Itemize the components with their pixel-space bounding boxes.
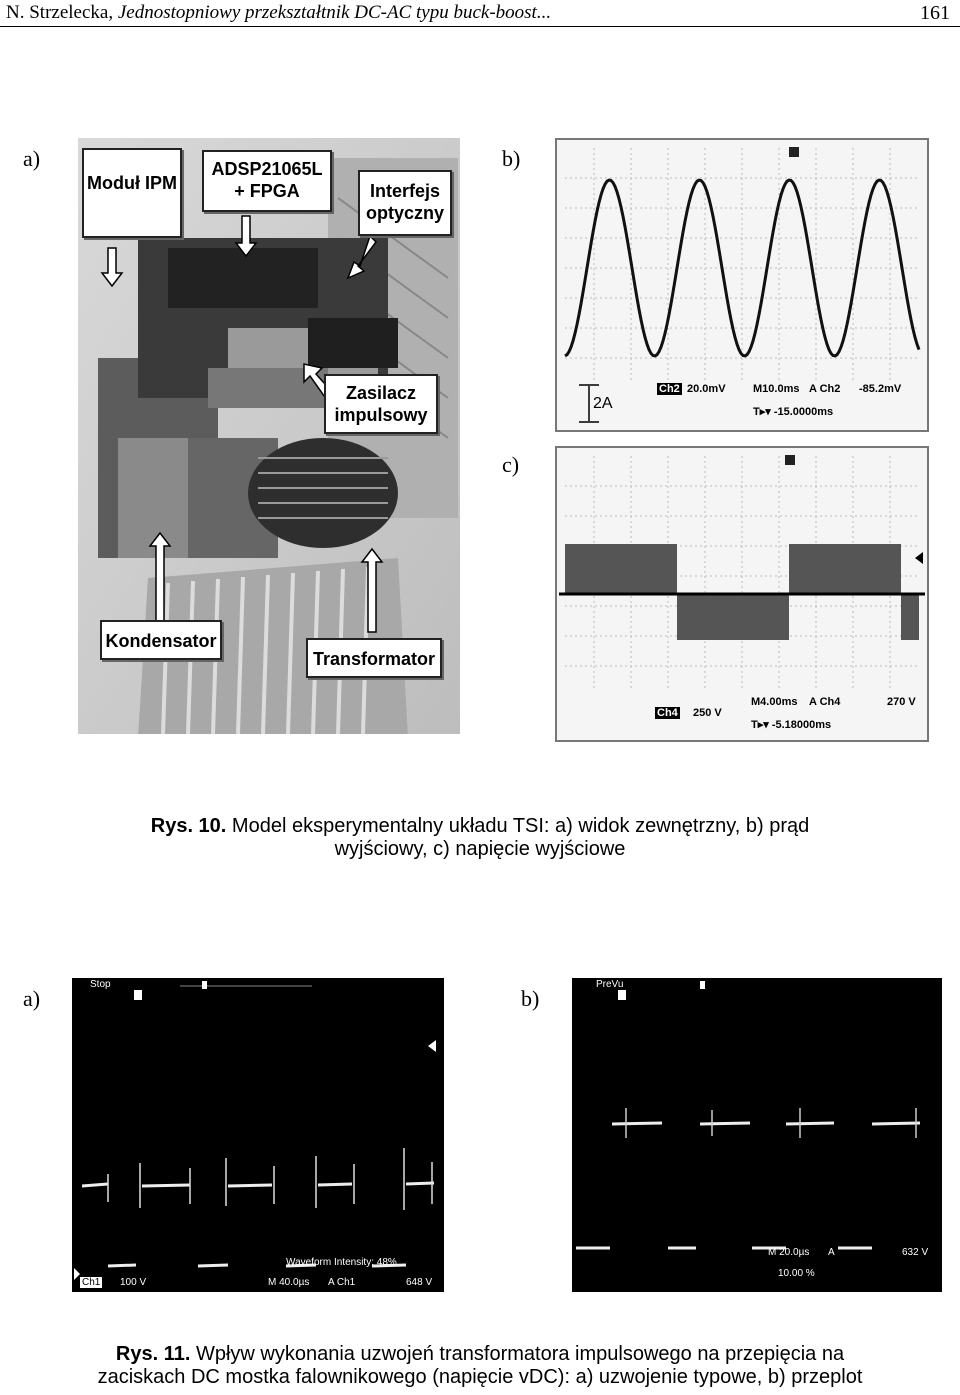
- fig10-label-a: a): [23, 146, 41, 171]
- interleaved-scope-trigger: A: [828, 1247, 835, 1258]
- voltage-trigger: A Ch4: [809, 696, 841, 708]
- typical-scope-trigger-level: 648 V: [406, 1277, 433, 1288]
- interleaved-scope-trigger-level: 632 V: [902, 1247, 929, 1258]
- fig10-caption: [100, 815, 860, 861]
- interleaved-scope-timebase: M 20.0µs: [768, 1247, 810, 1258]
- voltage-ch-label: Ch4: [657, 707, 678, 719]
- typical-winding-waveform: [72, 978, 444, 1292]
- interleaved-scope-offset: 10.00 %: [778, 1268, 815, 1279]
- typical-scope-status: Stop: [90, 979, 111, 990]
- typical-scope-ch-scale: 100 V: [120, 1277, 147, 1288]
- current-ch-scale: 20.0mV: [687, 383, 726, 395]
- current-scale-marker: 2A: [593, 395, 613, 412]
- current-offset: T▸▾ -15.0000ms: [753, 406, 834, 418]
- header-rule: [0, 26, 960, 27]
- fig11-caption-number: Rys. 11.: [115, 1343, 191, 1365]
- interleaved-winding-waveform: [572, 978, 942, 1292]
- fig11-scope-interleaved: [572, 978, 942, 1292]
- fig10-caption-text2: wyjściowy, c) napięcie wyjściowe: [334, 838, 626, 860]
- header-author: N. Strzelecka,: [6, 2, 114, 23]
- pwm-positive-block-2: [789, 544, 901, 594]
- fig11-scope-typical: [72, 978, 444, 1292]
- callout-transformer: Transformator: [306, 638, 442, 678]
- voltage-waveform-plot: [557, 448, 927, 740]
- fig10-photo: [78, 138, 460, 734]
- fig11-caption-text2: zaciskach DC mostka falownikowego (napięcie vDC): a) uzwojenie typowe, b) przeplot: [97, 1366, 863, 1388]
- current-trigger: A Ch2: [809, 383, 841, 395]
- current-ch-label: Ch2: [659, 383, 680, 395]
- callout-switching-psu: Zasilacz impulsowy: [324, 374, 438, 434]
- header-title: Jednostopniowy przekształtnik DC-AC typu buck-boost...: [117, 2, 552, 23]
- typical-scope-trigger: A Ch1: [328, 1277, 356, 1288]
- fig10-caption-line1: [100, 815, 860, 838]
- current-timebase: M10.0ms: [753, 383, 800, 395]
- fig11-caption: [0, 1343, 960, 1389]
- fig10-label-c: c): [502, 452, 520, 477]
- fig10-label-b: b): [502, 146, 521, 171]
- pwm-negative-block-2: [901, 594, 919, 640]
- fig10-caption-text1: Model eksperymentalny układu TSI: a) widok zewnętrzny, b) prąd: [231, 815, 810, 837]
- pwm-positive-block-1: [565, 544, 677, 594]
- callout-capacitor: Kondensator: [100, 620, 222, 660]
- pwm-negative-block-1: [677, 594, 789, 640]
- voltage-timebase: M4.00ms: [751, 696, 798, 708]
- fig11-label-b: b): [521, 986, 540, 1011]
- running-header-authors: [6, 2, 551, 24]
- fig11-label-a: a): [23, 986, 41, 1011]
- typical-scope-ch-label: Ch1: [82, 1277, 101, 1288]
- typical-scope-intensity: Waveform Intensity: 48%: [286, 1257, 397, 1268]
- current-trigger-level: -85.2mV: [859, 383, 902, 395]
- typical-scope-timebase: M 40.0µs: [268, 1277, 310, 1288]
- callout-dsp-fpga: ADSP21065L + FPGA: [202, 150, 332, 212]
- voltage-trigger-level: 270 V: [887, 696, 916, 708]
- interleaved-scope-status: PreVu: [596, 979, 624, 990]
- callout-ipm-module: Moduł IPM: [82, 148, 182, 238]
- fig10-scope-current: [555, 138, 929, 432]
- page-number: 161: [920, 2, 950, 24]
- fig11-caption-text1: Wpływ wykonania uzwojeń transformatora impulsowego na przepięcia na: [195, 1343, 845, 1365]
- callout-optical-interface: Interfejs optyczny: [358, 170, 452, 236]
- fig11-caption-line1: [0, 1343, 960, 1366]
- fig10-scope-voltage: [555, 446, 929, 742]
- voltage-offset: T▸▾ -5.18000ms: [751, 719, 832, 731]
- voltage-ch-scale: 250 V: [693, 707, 722, 719]
- fig10-caption-number: Rys. 10.: [150, 815, 227, 837]
